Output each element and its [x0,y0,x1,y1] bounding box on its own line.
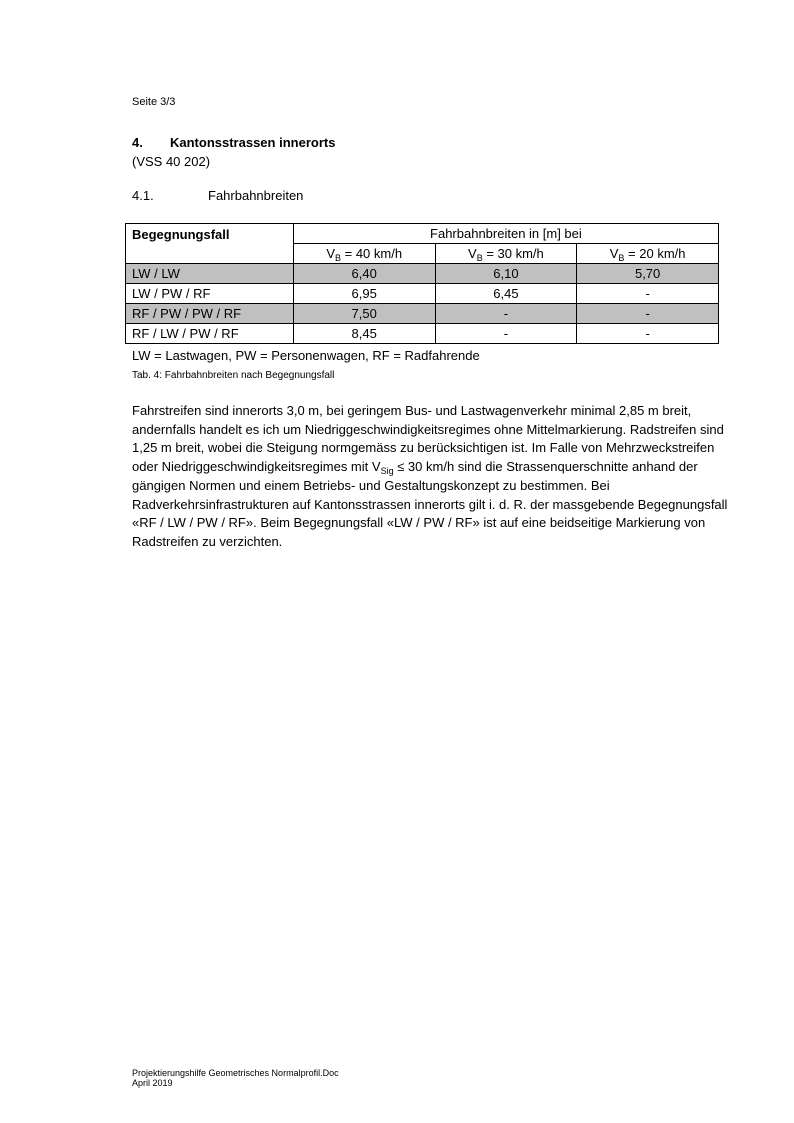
lane-width-table [125,223,719,344]
cell-value: - [435,324,577,344]
cell-value: 5,70 [577,264,719,284]
row-label: LW / PW / RF [126,284,294,304]
body-paragraph: Fahrstreifen sind innerorts 3,0 m, bei geringem Bus- und Lastwagenverkehr minimal 2,85 m breit, andernfalls handelt es ich um Niedriggeschwindigkeitsregimes ohne Mittelmarkierung. Radstreifen sind 1,25 m breit, wobei die Steigung normgemäss zu berücksichtigen ist. Im Falle von Mehrzweckstreifen oder Niedriggeschwindigkeitsregimes mit $V_{Sig} \le 30$ km/h sind die Strassenquerschnitte anhand der gängigen Normen und einem Betriebs- und Gestaltungskonzept zu bestimmen. Bei Radverkehrsinfrastrukturen auf Kantonsstrassen innerorts gilt i. d. R. der massgebende Begegnungsfall «RF / LW / PW / RF». Beim Begegnungsfall «LW / PW / RF» ist auf eine beidseitige Markierung von Radstreifen zu verzichten. [132,403,728,549]
cell-value: - [435,304,577,324]
cell-value: - [577,304,719,324]
column-header-encounter: Begegnungsfall [126,224,294,264]
table-legend: LW = Lastwagen, PW = Personenwagen, RF = Radfahrende [132,348,480,363]
table-row [126,284,719,304]
section-subtitle: (VSS 40 202) [132,154,211,169]
footer-date: April 2019 [132,1078,173,1088]
cell-value: - [577,284,719,304]
section-number: 4. [132,135,143,150]
table-header-row [126,224,719,244]
section-heading [132,135,335,150]
cell-value: 8,45 [293,324,435,344]
cell-value: 6,40 [293,264,435,284]
cell-value: - [577,324,719,344]
cell-value: 7,50 [293,304,435,324]
section-title: Kantonsstrassen innerorts [170,135,336,150]
subsection-number: 4.1. [132,188,154,203]
cell-value: 6,45 [435,284,577,304]
speed-header: $V_B = 20$ km/h [577,244,719,264]
cell-value: 6,95 [293,284,435,304]
cell-value: 6,10 [435,264,577,284]
row-label: RF / LW / PW / RF [126,324,294,344]
row-label: LW / LW [126,264,294,284]
subsection-title: Fahrbahnbreiten [208,188,304,203]
speed-header: $V_B = 40$ km/h [293,244,435,264]
table-row [126,304,719,324]
page-number: Seite 3/3 [132,96,176,108]
speed-header: $V_B = 30$ km/h [435,244,577,264]
table-row [126,264,719,284]
table-row [126,324,719,344]
footer-filename: Projektierungshilfe Geometrisches Normalprofil.Doc [132,1068,339,1078]
table-caption: Tab. 4: Fahrbahnbreiten nach Begegnungsfall [132,370,335,381]
subsection-heading [132,188,303,203]
footer [132,1068,339,1088]
row-label: RF / PW / PW / RF [126,304,294,324]
group-header-widths: Fahrbahnbreiten in [m] bei [293,224,718,244]
